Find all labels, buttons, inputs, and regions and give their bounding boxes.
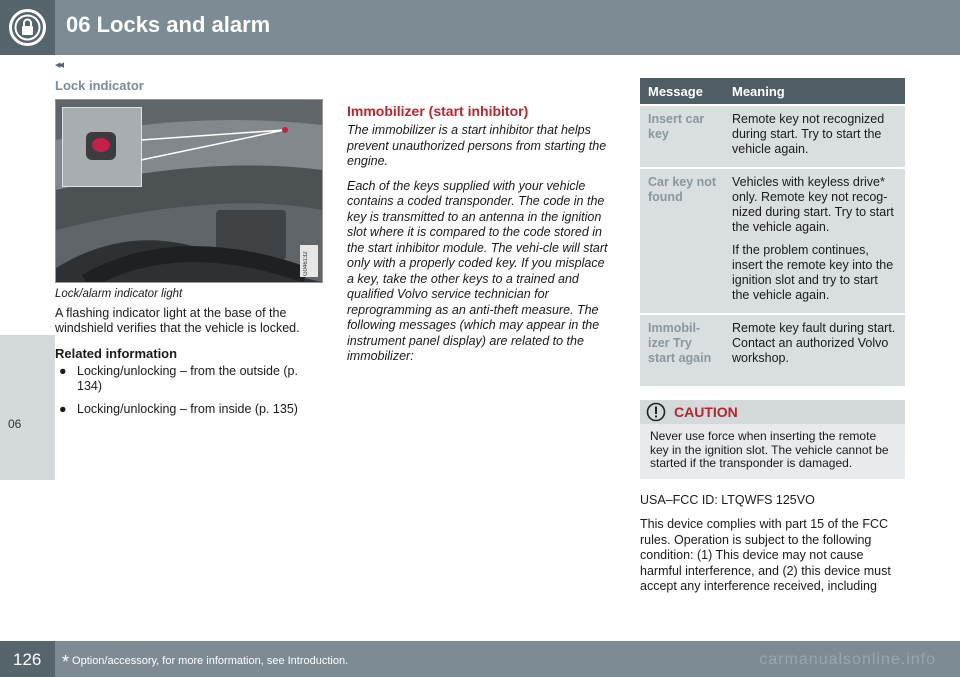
bullet-icon: ● bbox=[59, 402, 67, 416]
immobilizer-details: Each of the keys supplied with your vehicle contains a coded transponder. The code in the key is transmitted to an antenna in the ignition slot where it is compared to the code stored in the start inhibitor module. The vehi-cle will start only with a properly coded key. If you misplace a key, take the other keys to a trained and qualified Volvo service technician for reprogramming as an anti-theft measure. The following messages (which may appear in the instrument panel display) are related to the immobilizer: bbox=[347, 178, 608, 363]
meaning-cell bbox=[724, 106, 905, 167]
message-cell: Insert car key bbox=[640, 106, 724, 167]
fcc-compliance-text: This device complies with part 15 of the FCC rules. Operation is subject to the following condition: (1) This device may not cause harmful interference, and (2) this device must accept any interference received, including bbox=[640, 517, 891, 593]
meaning-text: Remote key fault during start. Contact an authorized Volvo workshop. bbox=[732, 321, 896, 365]
meaning-cell bbox=[724, 169, 905, 313]
chapter-icon-box bbox=[0, 0, 55, 55]
page-header bbox=[0, 0, 960, 55]
lock-indicator-body: A flashing indicator light at the base of the windshield verifies that the vehicle is locked. bbox=[55, 306, 300, 335]
table-header-row bbox=[640, 78, 905, 104]
immobilizer-section bbox=[347, 103, 612, 374]
immobilizer-heading: Immobilizer (start inhibitor) bbox=[347, 103, 529, 119]
page-title: 06 Locks and alarm bbox=[66, 12, 271, 37]
related-info-heading: Related information bbox=[55, 346, 178, 361]
figure-caption: Lock/alarm indicator light bbox=[55, 288, 183, 300]
message-cell: Immobil-izer Try start again bbox=[640, 315, 724, 386]
bullet-icon: ● bbox=[59, 364, 67, 378]
footnote-text: Option/accessory, for more information, see Introduction. bbox=[72, 655, 349, 667]
meaning-text: If the problem continues, insert the remote key into the ignition slot and try to start the vehicle again. bbox=[732, 243, 894, 302]
watermark-text: carmanualsonline.info bbox=[759, 651, 936, 668]
meaning-text: Vehicles with keyless drive* only. Remote key not recog-nized during start. Try to start the vehicle again. bbox=[732, 175, 894, 234]
column-header-meaning: Meaning bbox=[724, 78, 905, 104]
table-row bbox=[640, 315, 905, 386]
message-cell: Car key not found bbox=[640, 169, 724, 313]
lock-warning-icon bbox=[0, 0, 55, 55]
page-number-box bbox=[0, 641, 55, 677]
meaning-text: Remote key not recognized during start. Try to start the vehicle again. bbox=[732, 112, 885, 156]
dashboard-figure bbox=[55, 99, 323, 283]
related-link-text: Locking/unlocking – from the outside (p. 134) bbox=[77, 364, 298, 393]
lock-indicator-heading: Lock indicator bbox=[55, 78, 144, 93]
caution-header bbox=[640, 400, 905, 424]
fcc-id: USA–FCC ID: LTQWFS 125VO bbox=[640, 492, 815, 507]
related-link[interactable] bbox=[55, 402, 323, 417]
chapter-tab-label: 06 bbox=[8, 417, 22, 431]
column-header-message: Message bbox=[640, 78, 724, 104]
caution-box bbox=[640, 400, 905, 479]
meaning-cell bbox=[724, 315, 905, 386]
caution-title: CAUTION bbox=[674, 404, 738, 420]
warning-icon bbox=[646, 402, 666, 422]
immobilizer-intro: The immobilizer is a start inhibitor that helps prevent unauthorized persons from starting the engine. bbox=[347, 123, 607, 168]
page-footer bbox=[0, 641, 960, 677]
chapter-tab[interactable] bbox=[0, 335, 55, 480]
table-row bbox=[640, 169, 905, 313]
related-link[interactable] bbox=[55, 364, 323, 394]
lock-indicator-section bbox=[55, 78, 323, 425]
related-link-text: Locking/unlocking – from inside (p. 135) bbox=[77, 402, 298, 416]
caution-text: Never use force when inserting the remote key in the ignition slot. The vehicle cannot be started if the transponder is damaged. bbox=[650, 429, 889, 470]
messages-table bbox=[640, 76, 905, 388]
footnote-star: * bbox=[62, 652, 70, 672]
dashboard-illustration bbox=[56, 100, 322, 282]
messages-section bbox=[640, 78, 905, 595]
image-reference-code: G046132 bbox=[303, 251, 309, 276]
page-number: 126 bbox=[13, 650, 42, 669]
footnote bbox=[62, 652, 348, 673]
table-row bbox=[640, 106, 905, 167]
back-arrows-icon[interactable]: ◂◂ bbox=[55, 59, 63, 71]
